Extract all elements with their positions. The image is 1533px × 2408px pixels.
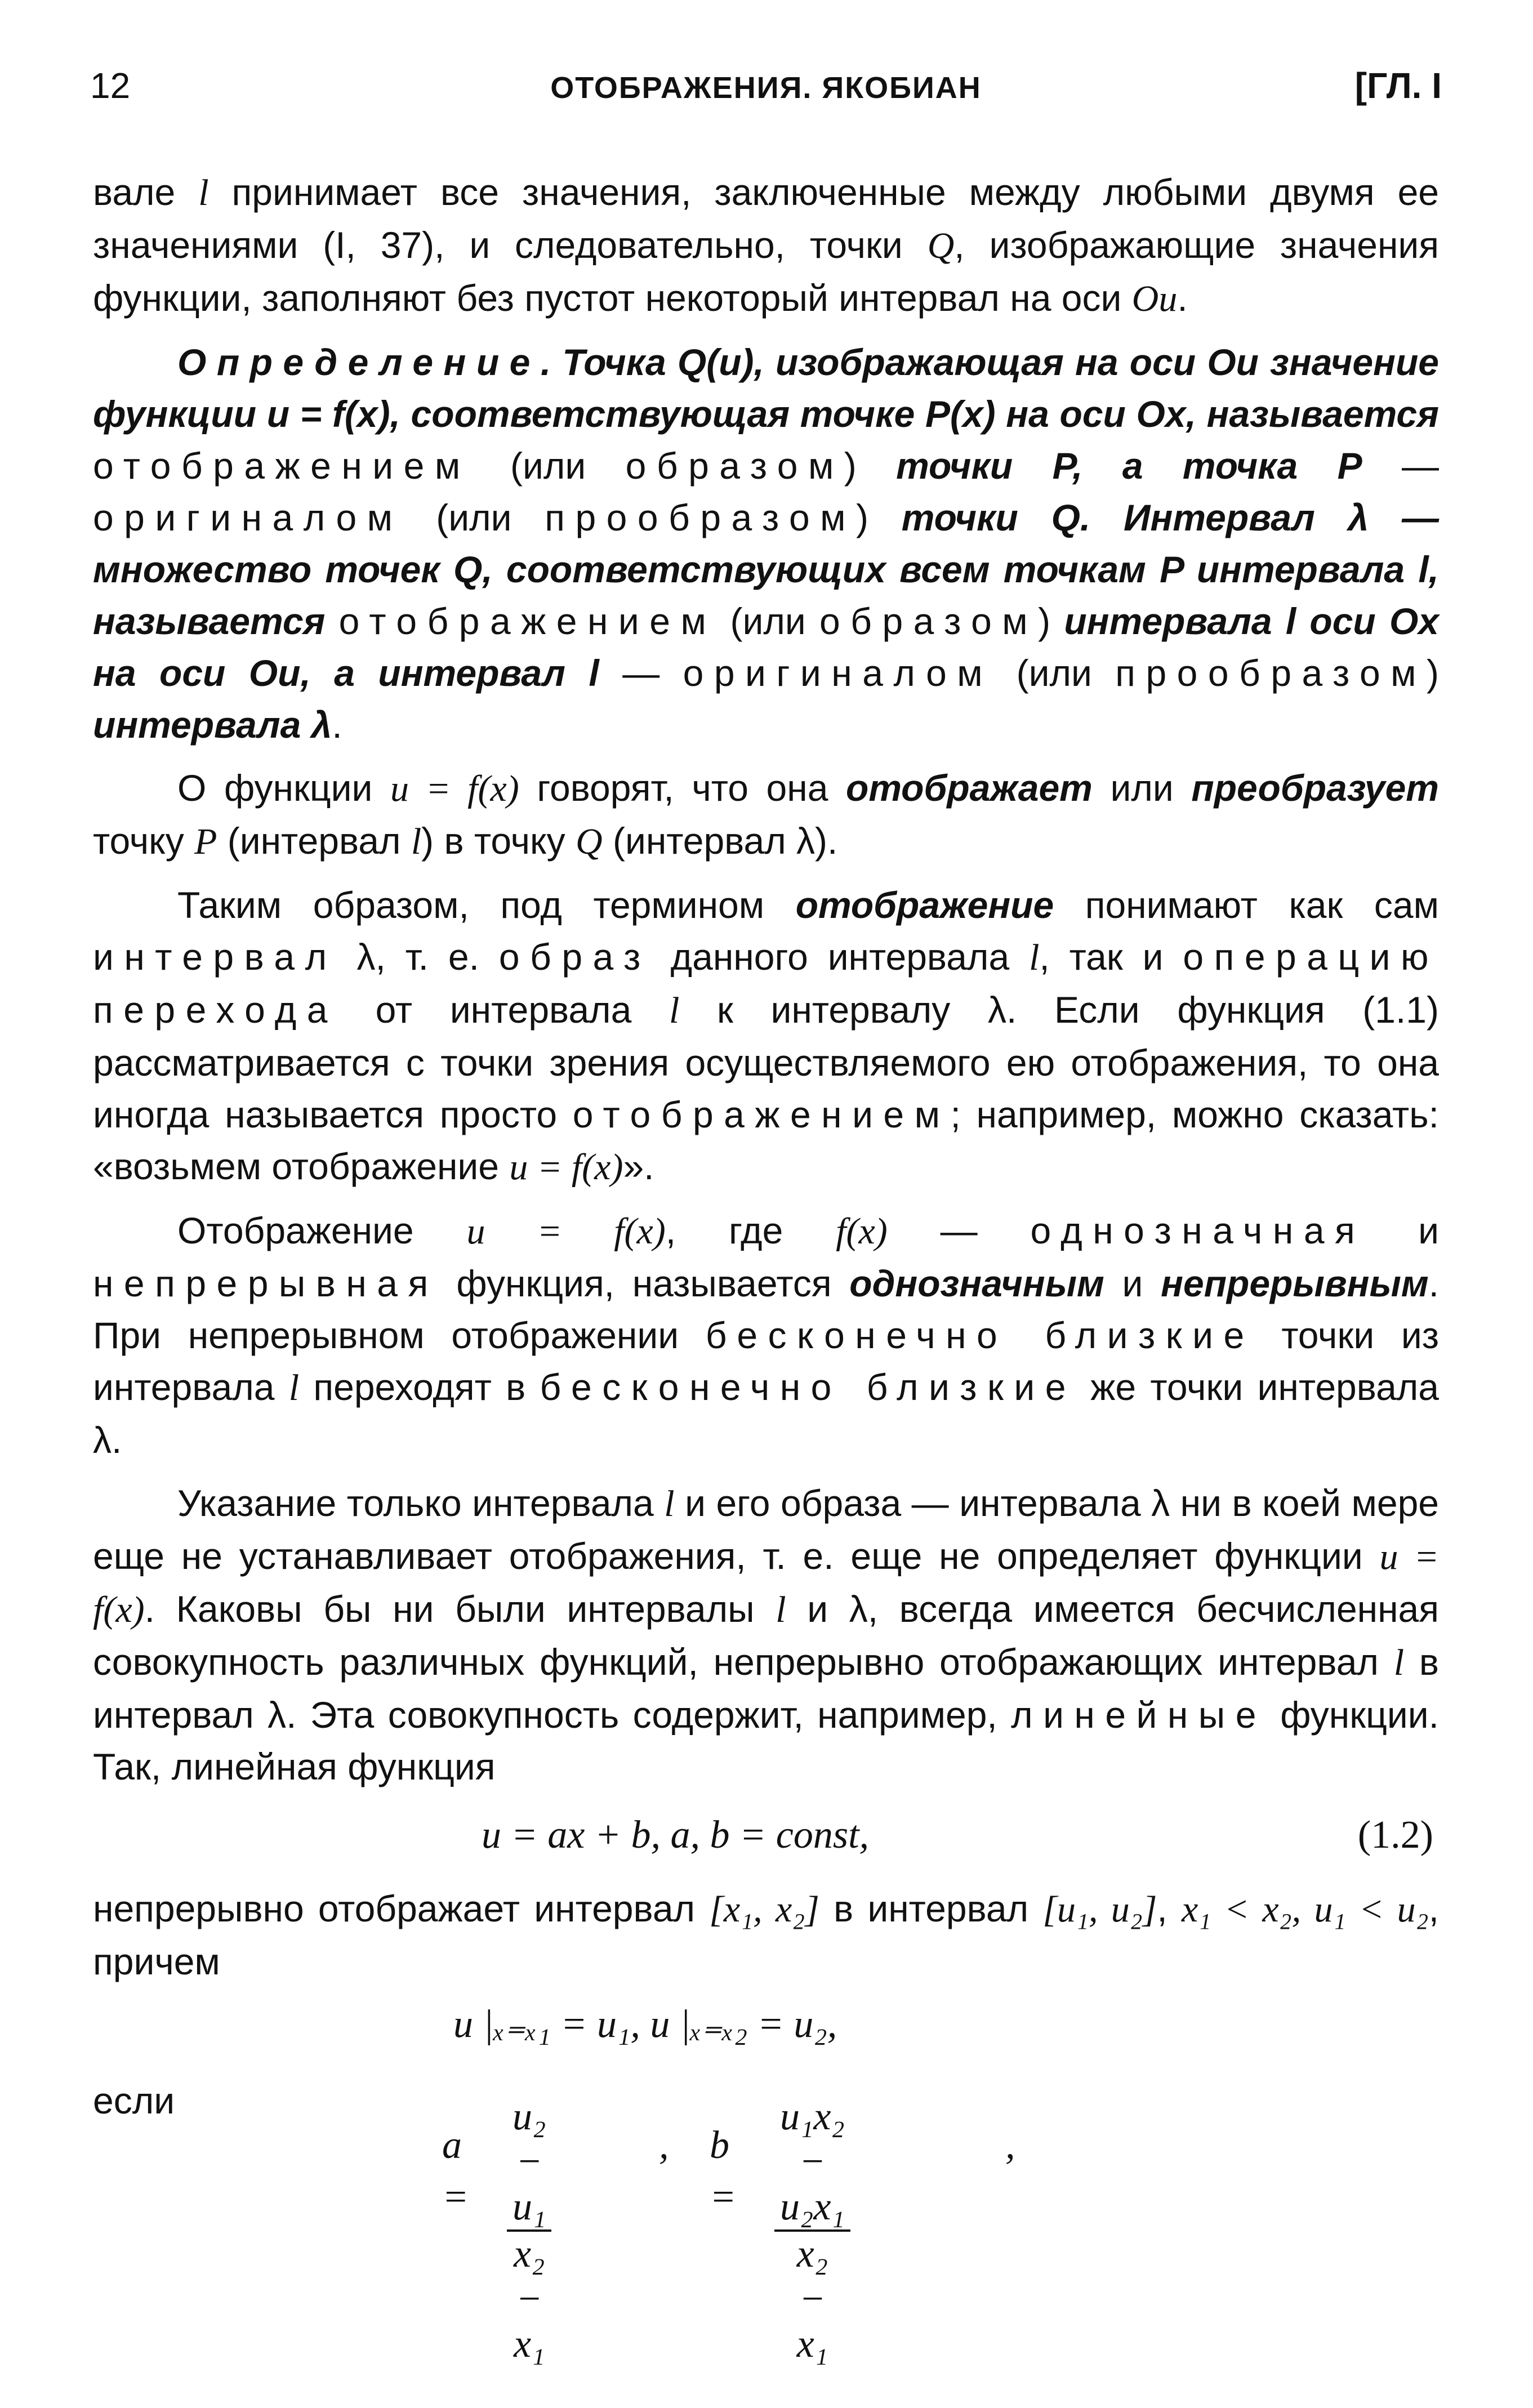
equation-1-2 [93,1809,1439,1866]
page-body [93,166,1440,2366]
equation-formula: u = ax + b, a, b = const, [482,1813,870,1857]
a-fraction [507,2094,551,2367]
b-label: b = [710,2124,737,2219]
paragraph-function-maps: О функции u = f(x) говорят, что она отображает или преобразует точку P (интервал l) в точку Q (интервал λ). [93,767,1439,862]
paragraph-continuous-mapping: Отображение u = f(x), где f(x) — однозначная и непрерывная функция, называется однозначным и непрерывным. При непрерывном отображении бесконечно близкие точки из интервала l переходят в бесконечно близкие же точки интервала λ. [93,1210,1439,1461]
paragraph-term-mapping: Таким образом, под термином отображение понимают как сам интервал λ, т. е. образ данного интервала l, так и операцию перехода от интервала l к интервалу λ. Если функция (1.1) рассматривается с точки зрения осуществляемого ею отображения, то она иногда называется просто отображением; например, можно сказать: «возьмем отображение u = f(x)». [93,884,1439,1188]
coefficient-conditions [93,1999,1439,2366]
formula-end-comma: , [1005,2124,1015,2167]
b-denominator: x₂ − x₁ [796,2232,828,2366]
fraction-separator: , [659,2124,669,2167]
b-fraction [774,2094,850,2367]
equation-number: (1.2) [1357,1813,1433,1857]
running-title: ОТОБРАЖЕНИЯ. ЯКОБИАН [550,71,982,105]
page-number: 12 [90,65,131,106]
chapter-marker: [ГЛ. I [1354,65,1442,106]
a-numerator: u₂ − u₁ [507,2094,551,2232]
paragraph-continuation: вале l принимает все значения, заключенные между любыми двумя ее значениями (I, 37), и следовательно, точки Q, изображающие значения функции, заполняют без пустот некоторый интервал на оси Ou. [93,171,1439,319]
paragraph-linear-maps: непрерывно отображает интервал [x₁, x₂] в интервал [u₁, u₂], x₁ < x₂, u₁ < u₂, причем [93,1888,1439,1982]
definition-heading: Определение [177,341,541,383]
a-label: a = [442,2124,469,2219]
page-header [90,65,1442,121]
paragraph-linear-functions: Указание только интервала l и его образа — интервала λ ни в коей мере еще не устанавливает отображения, т. е. еще не определяет функции u = f(x). Каковы бы ни были интервалы l и λ, всегда имеется бесчисленная совокупность различных функций, непрерывно отображающих интервал l в интервал λ. Эта совокупность содержит, например, линейные функции. Так, линейная функция [93,1482,1440,1787]
if-word: если [93,2080,175,2121]
boundary-conditions: u |ₓ₌ₓ₁ = u₁, u |ₓ₌ₓ₂ = u₂, [453,2003,837,2046]
b-numerator: u₁x₂ − u₂x₁ [774,2094,850,2232]
a-denominator: x₂ − x₁ [513,2232,545,2366]
paragraph-definition: Определение. Точка Q(u), изображающая на оси Ou значение функции u = f(x), соответствующая точке P(x) на оси Ox, называется отображением (или образом) точки P, а точка P — оригиналом (или прообразом) точки Q. Интервал λ — множество точек Q, соответствующих всем точкам P интервала l, называется отображением (или образом) интервала l оси Ox на оси Ou, а интервал l — оригиналом (или прообразом) интервала λ. [93,341,1439,746]
